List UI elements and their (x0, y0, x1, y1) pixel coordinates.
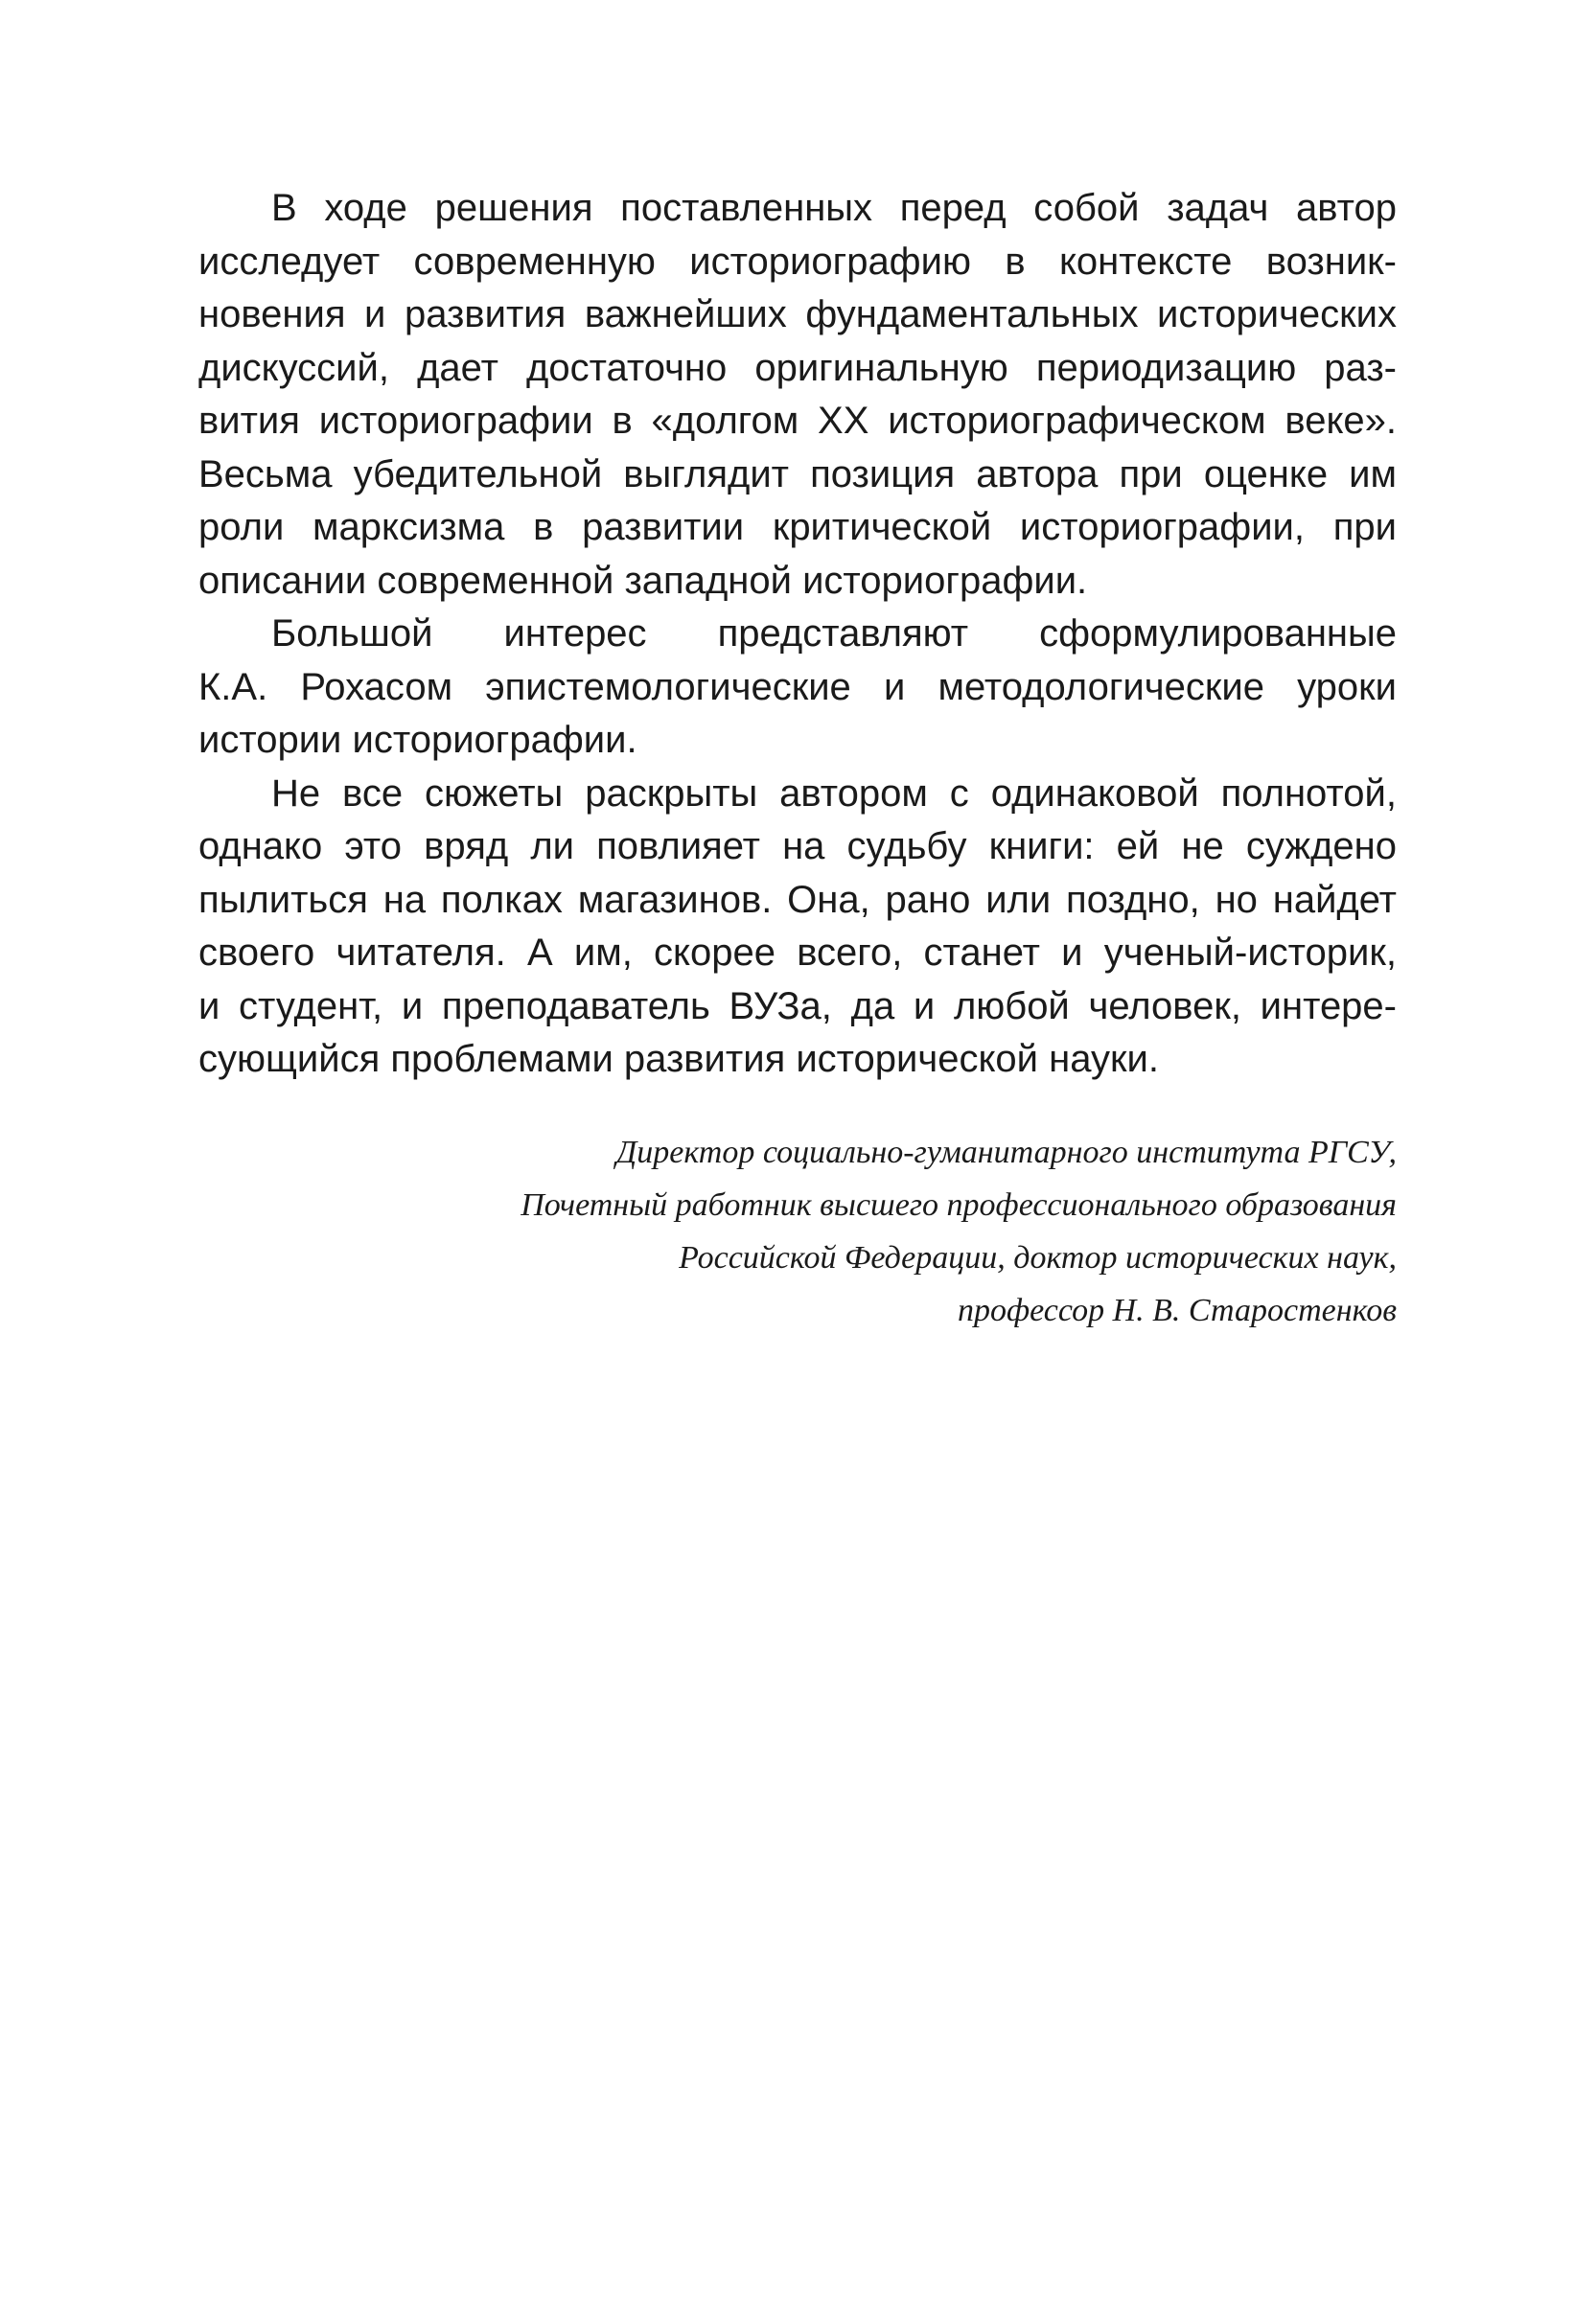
paragraph-2-line-3: истории историографии. (198, 719, 637, 761)
body-text (198, 182, 1397, 1087)
paragraph-1-line-7: роли марксизма в развитии критической историографии, при (198, 506, 1397, 548)
paragraph-1 (198, 182, 1397, 608)
paragraph-1-line-6: Весьма убедительной выглядит позиция автора при оценке им (198, 452, 1397, 495)
paragraph-1-line-4: дискуссий, дает достаточно оригинальную периодизацию раз- (198, 346, 1397, 389)
paragraph-3-line-5: и студент, и преподаватель ВУЗа, да и любой человек, интере- (198, 984, 1397, 1027)
paragraph-1-line-3: новения и развития важнейших фундаментальных исторических (198, 293, 1397, 335)
paragraph-1-line-8: описании современной западной историографии. (198, 559, 1088, 602)
signature-block (198, 1126, 1397, 1337)
paragraph-1-line-2: исследует современную историографию в контексте возник- (198, 240, 1397, 283)
paragraph-2 (198, 608, 1397, 768)
paragraph-3-line-2: однако это вряд ли повлияет на судьбу книги: ей не суждено (198, 825, 1397, 867)
paragraph-3-line-4: своего читателя. А им, скорее всего, станет и ученый-историк, (198, 932, 1397, 974)
paragraph-3-line-3: пылиться на полках магазинов. Она, рано или поздно, но найдет (198, 878, 1397, 921)
signature-line-3: Российской Федерации, доктор исторических наук, (679, 1240, 1397, 1276)
signature-line-4: профессор Н. В. Старостенков (957, 1293, 1397, 1328)
signature-line-1: Директор социально-гуманитарного института РГСУ, (615, 1135, 1397, 1170)
paragraph-2-line-2: К.А. Рохасом эпистемологические и методологические уроки (198, 665, 1397, 708)
paragraph-3-line-1: Не все сюжеты раскрыты автором с одинаковой полнотой, (271, 771, 1397, 815)
paragraph-2-line-1: Большой интерес представляют сформулированные (271, 612, 1397, 655)
paragraph-1-line-1: В ходе решения поставленных перед собой задач автор (271, 187, 1397, 229)
paragraph-1-line-5: вития историографии в «долгом XX историографическом веке». (198, 400, 1397, 442)
paragraph-3-line-6: сующийся проблемами развития исторической науки. (198, 1038, 1159, 1080)
signature-line-2: Почетный работник высшего профессионального образования (521, 1187, 1397, 1223)
paragraph-3 (198, 768, 1397, 1087)
